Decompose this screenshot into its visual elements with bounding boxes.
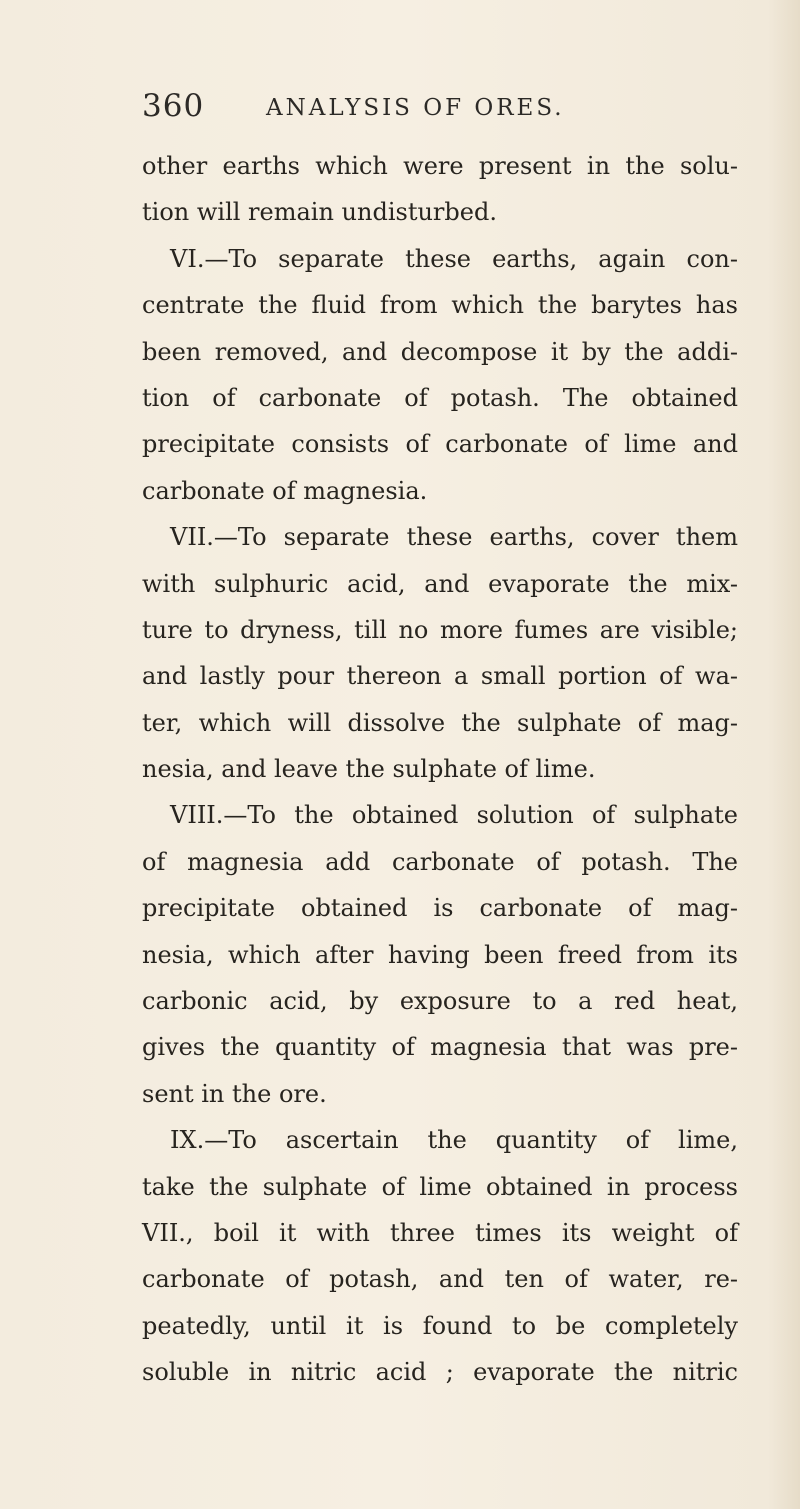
text-line: take the sulphate of lime obtained in process bbox=[142, 1172, 738, 1201]
text-line: precipitate obtained is carbonate of mag- bbox=[142, 894, 738, 923]
text-line: tion of carbonate of potash. The obtained bbox=[142, 383, 738, 412]
text-line: nesia, and leave the sulphate of lime. bbox=[142, 755, 596, 784]
body-text bbox=[142, 143, 738, 1396]
text-line: centrate the fluid from which the barytes has bbox=[142, 291, 738, 320]
text-line: VIII.—To the obtained solution of sulphate bbox=[170, 801, 738, 830]
page-number: 360 bbox=[142, 88, 205, 124]
page-header bbox=[142, 86, 742, 126]
text-line: gives the quantity of magnesia that was pre- bbox=[142, 1033, 738, 1062]
text-line: of magnesia add carbonate of potash. The bbox=[142, 847, 738, 876]
text-line: peatedly, until it is found to be completely bbox=[142, 1311, 738, 1340]
text-line: with sulphuric acid, and evaporate the mix- bbox=[142, 569, 738, 598]
text-line: ter, which will dissolve the sulphate of mag- bbox=[142, 708, 738, 737]
text-line: VII., boil it with three times its weight of bbox=[142, 1218, 738, 1247]
text-line: ture to dryness, till no more fumes are visible; bbox=[142, 615, 738, 644]
text-line: carbonate of potash, and ten of water, re- bbox=[142, 1265, 738, 1294]
text-line: IX.—To ascertain the quantity of lime, bbox=[170, 1126, 738, 1155]
text-line: and lastly pour thereon a small portion of wa- bbox=[142, 662, 738, 691]
text-line: been removed, and decompose it by the addi- bbox=[142, 337, 738, 366]
running-head: ANALYSIS OF ORES. bbox=[266, 95, 565, 121]
text-line: carbonate of magnesia. bbox=[142, 476, 428, 505]
text-line: VI.—To separate these earths, again con- bbox=[170, 244, 738, 273]
text-line: VII.—To separate these earths, cover them bbox=[170, 523, 738, 552]
text-line: precipitate consists of carbonate of lime and bbox=[142, 430, 738, 459]
text-line: tion will remain undisturbed. bbox=[142, 198, 497, 227]
text-line: other earths which were present in the solu- bbox=[142, 152, 738, 180]
text-line: sent in the ore. bbox=[142, 1079, 327, 1108]
text-line: nesia, which after having been freed from its bbox=[142, 940, 738, 969]
text-line: carbonic acid, by exposure to a red heat, bbox=[142, 987, 738, 1016]
text-line: soluble in nitric acid ; evaporate the nitric bbox=[142, 1358, 738, 1387]
